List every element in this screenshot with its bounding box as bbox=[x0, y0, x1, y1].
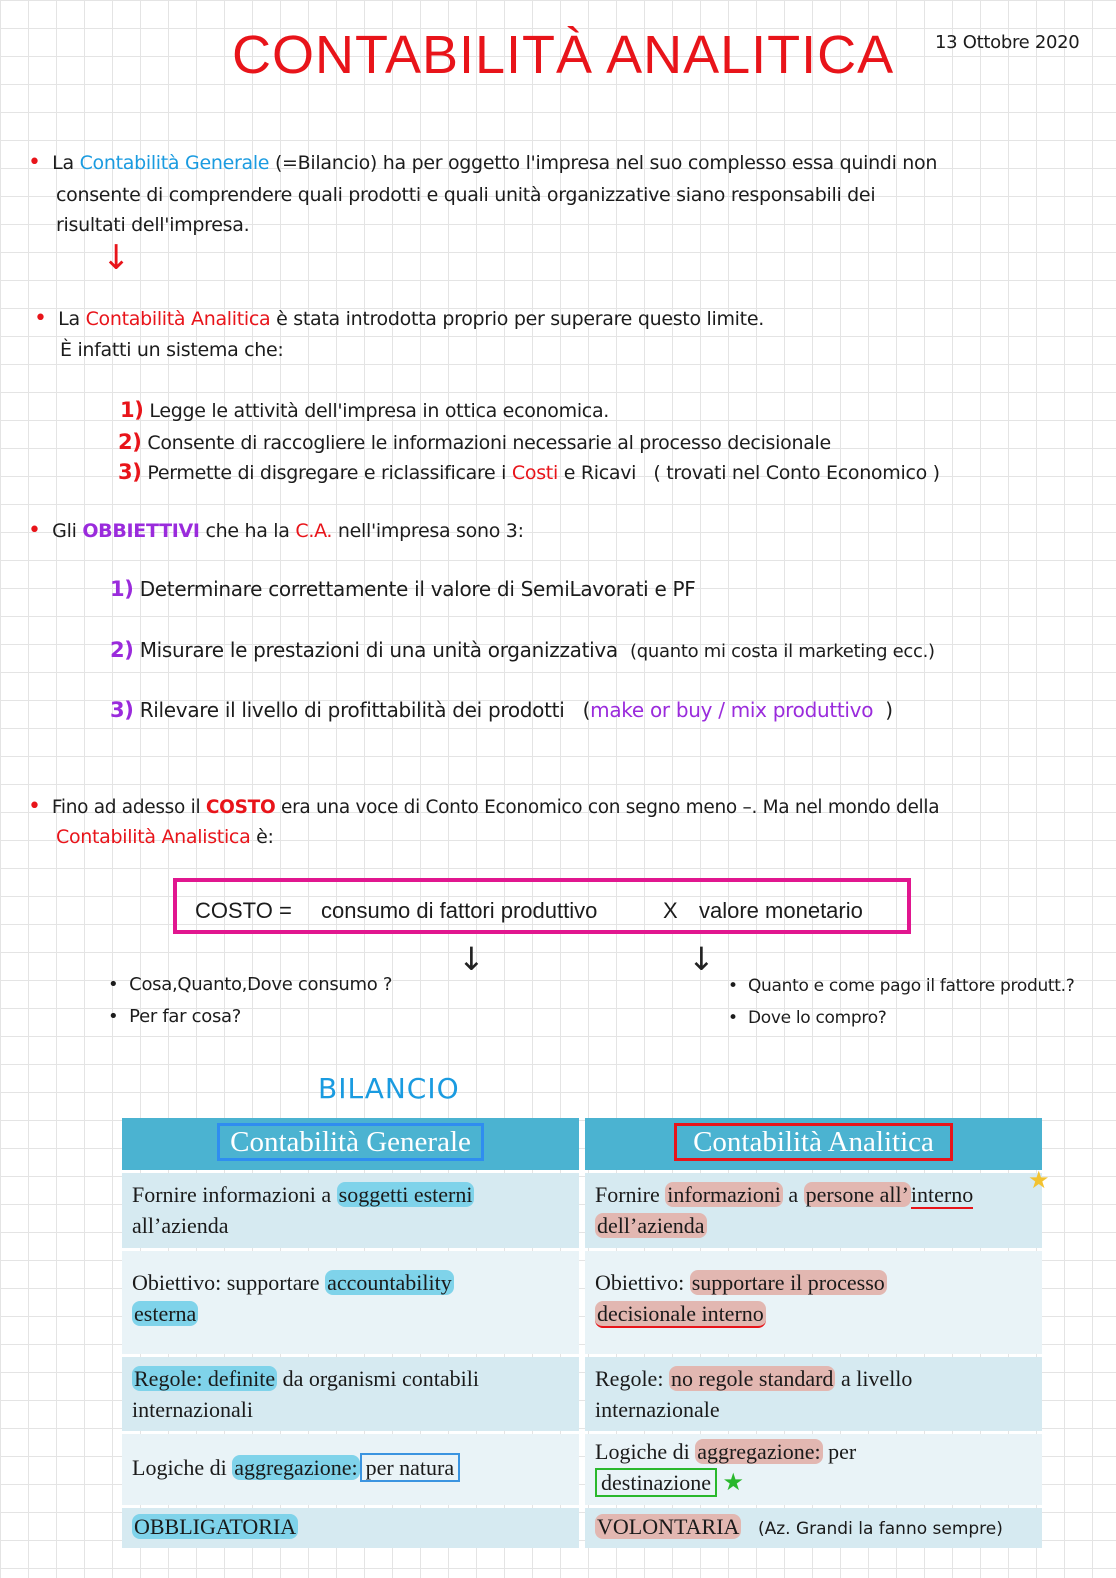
note-make-or-buy: make or buy / mix produttivo bbox=[590, 698, 874, 722]
cost-formula-box bbox=[173, 878, 911, 934]
left-note-1: • Cosa,Quanto,Dove consumo ? bbox=[108, 974, 393, 995]
term-ca: C.A. bbox=[295, 520, 333, 542]
intro-paragraph-1-line-3: risultati dell'impresa. bbox=[56, 214, 250, 236]
bullet-icon: • bbox=[28, 794, 41, 819]
table-row-5-generale: OBBLIGATORIA bbox=[122, 1508, 579, 1548]
table-row-3-analitica: Regole: no regole standard a livello internazionale bbox=[585, 1357, 1042, 1431]
objective-item-1: 1) Determinare correttamente il valore di SemiLavorati e PF bbox=[110, 577, 696, 601]
term-contabilita-generale: Contabilità Generale bbox=[79, 152, 270, 174]
star-icon: ★ bbox=[722, 1470, 744, 1496]
objective-item-2: 2) Misurare le prestazioni di una unità organizzativa (quanto mi costa il marketing ecc.) bbox=[110, 638, 935, 662]
term-costo: COSTO bbox=[205, 797, 276, 818]
bullet-icon: • bbox=[34, 306, 47, 331]
bullet-icon: • bbox=[28, 150, 41, 175]
table-row-4-generale: Logiche di aggregazione: per natura bbox=[122, 1434, 579, 1505]
arrow-down-icon: ↓ bbox=[102, 238, 131, 278]
arrow-down-icon: ↓ bbox=[458, 940, 485, 978]
formula-right-term: valore monetario bbox=[699, 898, 863, 923]
formula-operator: X bbox=[663, 898, 678, 923]
left-note-2: • Per far cosa? bbox=[108, 1006, 242, 1027]
feature-item-2: 2) Consente di raccogliere le informazioni necessarie al processo decisionale bbox=[118, 430, 831, 454]
term-obbiettivi: OBBIETTIVI bbox=[82, 520, 200, 542]
formula-left-term: consumo di fattori produttivo bbox=[321, 898, 598, 923]
bullet-icon: • bbox=[28, 518, 41, 543]
table-row-2-generale: Obiettivo: supportare accountability esterna bbox=[122, 1251, 579, 1354]
table-row-2-analitica: Obiettivo: supportare il processo decisionale interno bbox=[585, 1251, 1042, 1354]
intro-paragraph-2-line-2: È infatti un sistema che: bbox=[60, 339, 284, 361]
right-note-1: • Quanto e come pago il fattore produtt.? bbox=[728, 976, 1075, 996]
table-row-5-analitica: VOLONTARIA (Az. Grandi la fanno sempre) bbox=[585, 1508, 1042, 1548]
feature-item-3: 3) Permette di disgregare e riclassificare i Costi e Ricavi ( trovati nel Conto Economico ) bbox=[118, 460, 940, 484]
cost-paragraph-line-2: Contabilità Analistica è: bbox=[56, 826, 274, 848]
intro-paragraph-2: • La Contabilità Analitica è stata introdotta proprio per superare questo limite. bbox=[34, 306, 764, 331]
table-row-4-analitica: Logiche di aggregazione: per destinazione ★ bbox=[585, 1434, 1042, 1505]
page-date: 13 Ottobre 2020 bbox=[935, 32, 1080, 53]
table-header-generale: Contabilità Generale bbox=[122, 1118, 579, 1170]
table-row-3-generale: Regole: definite da organismi contabili internazionali bbox=[122, 1357, 579, 1431]
feature-item-1: 1) Legge le attività dell'impresa in ottica economica. bbox=[120, 398, 610, 422]
term-contabilita-analitica: Contabilità Analitica bbox=[85, 308, 271, 330]
term-contabilita-analistica: Contabilità Analistica bbox=[56, 826, 251, 848]
page-title: CONTABILITÀ ANALITICA bbox=[232, 25, 895, 85]
intro-paragraph-1: • La Contabilità Generale (=Bilancio) ha per oggetto l'impresa nel suo complesso essa quindi non bbox=[28, 150, 938, 175]
right-note-2: • Dove lo compro? bbox=[728, 1008, 887, 1028]
star-icon: ★ bbox=[1028, 1168, 1050, 1194]
table-header-analitica: Contabilità Analitica bbox=[585, 1118, 1042, 1170]
arrow-down-icon: ↓ bbox=[688, 940, 715, 978]
table-row-1-analitica: Fornire informazioni a persone all’interno dell’azienda bbox=[585, 1173, 1042, 1248]
cost-paragraph: • Fino ad adesso il COSTO era una voce di Conto Economico con segno meno –. Ma nel mondo della bbox=[28, 794, 940, 819]
formula-label: COSTO = bbox=[195, 898, 292, 923]
table-caption: BILANCIO bbox=[318, 1072, 460, 1105]
objective-item-3: 3) Rilevare il livello di profittabilità dei prodotti (make or buy / mix produttivo ) bbox=[110, 698, 893, 722]
table-row-1-generale: Fornire informazioni a soggetti esterni all’azienda bbox=[122, 1173, 579, 1248]
objectives-lead: • Gli OBBIETTIVI che ha la C.A. nell'impresa sono 3: bbox=[28, 518, 524, 543]
term-costi: Costi bbox=[511, 462, 558, 484]
intro-paragraph-1-line-2: consente di comprendere quali prodotti e quali unità organizzative siano responsabili dei bbox=[56, 184, 876, 206]
